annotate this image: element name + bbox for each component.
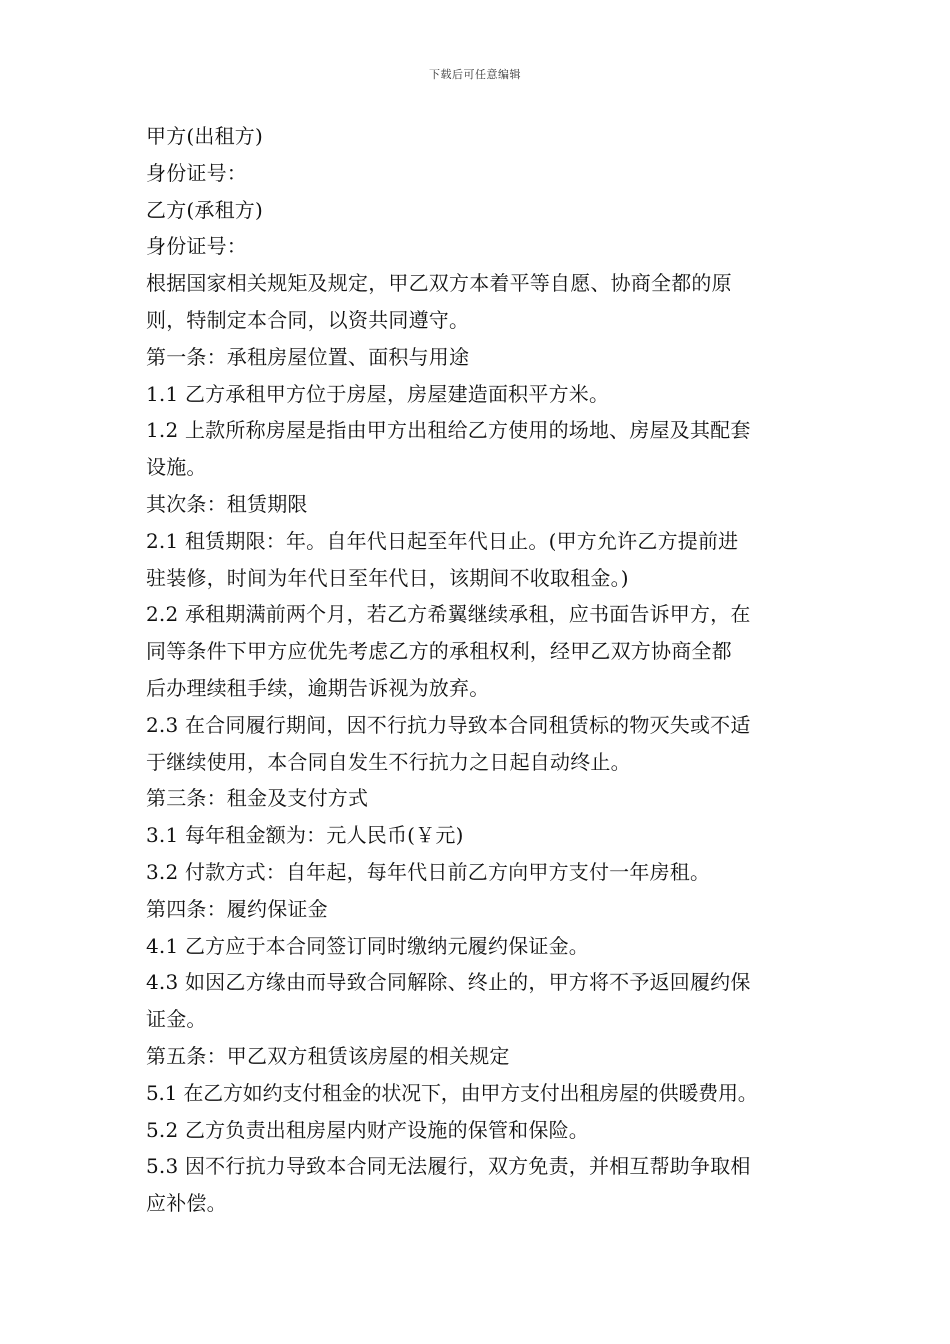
clause-4-3-line-1: 4.3 如因乙方缘由而导致合同解除、终止的，甲方将不予返回履约保 — [146, 970, 751, 995]
preamble-line-2: 则，特制定本合同，以资共同遵守。 — [146, 307, 470, 332]
clause-1-1: 1.1 乙方承租甲方位于房屋，房屋建造面积平方米。 — [146, 381, 610, 406]
clause-3-2: 3.2 付款方式：自年起，每年代日前乙方向甲方支付一年房租。 — [146, 859, 711, 884]
article-2-heading: 其次条：租赁期限 — [146, 491, 308, 516]
contract-body — [146, 118, 816, 1222]
clause-2-3-line-1: 2.3 在合同履行期间，因不行抗力导致本合同租赁标的物灭失或不适 — [146, 712, 751, 737]
party-a-line: 甲方(出租方) — [146, 124, 264, 148]
clause-3-1: 3.1 每年租金额为：元人民币(￥元) — [146, 823, 464, 848]
clause-2-2-line-3: 后办理续租手续，逾期告诉视为放弃。 — [146, 675, 490, 700]
clause-5-1: 5.1 在乙方如约支付租金的状况下，由甲方支付出租房屋的供暖费用。 — [146, 1080, 758, 1105]
clause-4-1: 4.1 乙方应于本合同签订同时缴纳元履约保证金。 — [146, 933, 589, 958]
clause-2-2-line-2: 同等条件下甲方应优先考虑乙方的承租权利，经甲乙双方协商全都 — [146, 639, 732, 664]
clause-1-2-line-2: 设施。 — [146, 455, 207, 480]
article-5-heading: 第五条：甲乙双方租赁该房屋的相关规定 — [146, 1043, 510, 1068]
clause-1-2-line-1: 1.2 上款所称房屋是指由甲方出租给乙方使用的场地、房屋及其配套 — [146, 418, 751, 443]
clause-2-3-line-2: 于继续使用，本合同自发生不行抗力之日起自动终止。 — [146, 749, 631, 774]
article-1-heading: 第一条：承租房屋位置、面积与用途 — [146, 344, 470, 369]
clause-5-3-line-2: 应补偿。 — [146, 1191, 227, 1216]
party-a-id-line: 身份证号： — [146, 160, 247, 185]
party-b-line: 乙方(承租方) — [146, 197, 264, 222]
clause-5-3-line-1: 5.3 因不行抗力导致本合同无法履行，双方免责，并相互帮助争取相 — [146, 1154, 751, 1179]
clause-2-1-line-1: 2.1 租赁期限：年。自年代日起至年代日止。(甲方允许乙方提前进 — [146, 528, 739, 553]
page-header-note: 下载后可任意编辑 — [429, 68, 521, 81]
party-b-id-line: 身份证号： — [146, 234, 247, 259]
clause-4-3-line-2: 证金。 — [146, 1007, 207, 1032]
clause-2-1-line-2: 驻装修，时间为年代日至年代日，该期间不收取租金。) — [146, 565, 629, 590]
clause-5-2: 5.2 乙方负责出租房屋内财产设施的保管和保险。 — [146, 1117, 589, 1142]
preamble-line-1: 根据国家相关规矩及规定，甲乙双方本着平等自愿、协商全都的原 — [146, 271, 732, 296]
clause-2-2-line-1: 2.2 承租期满前两个月，若乙方希翼继续承租，应书面告诉甲方，在 — [146, 602, 751, 627]
article-4-heading: 第四条：履约保证金 — [146, 896, 328, 921]
article-3-heading: 第三条：租金及支付方式 — [146, 786, 369, 811]
